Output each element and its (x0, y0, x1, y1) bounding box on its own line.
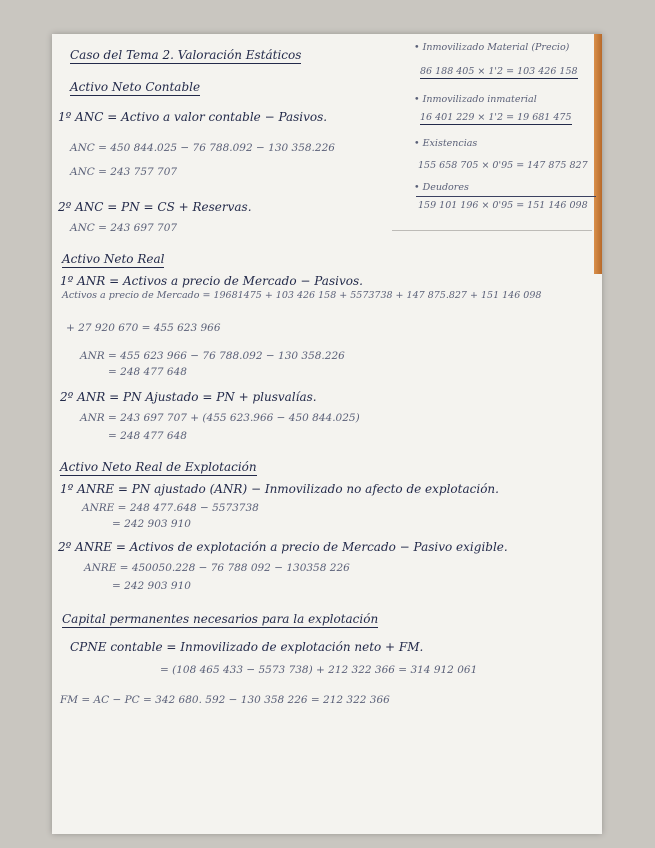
section-heading-anc: Activo Neto Contable (70, 80, 201, 94)
anr-definition-1: 1º ANR = Activos a precio de Mercado − Pasivos. (60, 274, 363, 288)
section-heading-anr: Activo Neto Real (62, 252, 165, 266)
side-note-rule-faint (392, 230, 592, 231)
anre-result-1: = 242 903 910 (112, 518, 191, 530)
side-note-rule (416, 196, 596, 197)
anc-result-2: ANC = 243 697 707 (70, 222, 178, 234)
anc-definition-1: 1º ANC = Activo a valor contable − Pasivos. (58, 110, 328, 124)
side-note-3-calc: 155 658 705 × 0'95 = 147 875 827 (418, 160, 588, 171)
side-note-1-calc: 86 188 405 × 1'2 = 103 426 158 (420, 66, 578, 77)
side-note-4-label: • Deudores (414, 182, 469, 193)
anc-calculation-1: ANC = 450 844.025 − 76 788.092 − 130 358.226 (70, 142, 335, 154)
page-edge (594, 34, 602, 274)
section-heading-anre: Activo Neto Real de Explotación (60, 460, 257, 474)
anr-market-assets-calc: Activos a precio de Mercado = 19681475 + 103 426 158 + 5573738 + 147 875.827 + 151 146 098 (62, 290, 542, 301)
anr-result-1: = 248 477 648 (108, 366, 187, 378)
anc-definition-2: 2º ANC = PN = CS + Reservas. (58, 200, 252, 214)
anr-definition-2: 2º ANR = PN Ajustado = PN + plusvalías. (60, 390, 317, 404)
anre-result-2: = 242 903 910 (112, 580, 191, 592)
side-note-3-label: • Existencias (414, 138, 478, 149)
notebook-page (52, 34, 602, 834)
anre-definition-1: 1º ANRE = PN ajustado (ANR) − Inmovilizado no afecto de explotación. (60, 482, 499, 496)
side-note-2-calc: 16 401 229 × 1'2 = 19 681 475 (420, 112, 572, 123)
anre-definition-2: 2º ANRE = Activos de explotación a precio de Mercado − Pasivo exigible. (58, 540, 508, 554)
anre-calculation-2: ANRE = 450050.228 − 76 788 092 − 130358 226 (84, 562, 350, 574)
anr-calculation-2: ANR = 243 697 707 + (455 623.966 − 450 844.025) (80, 412, 360, 424)
side-note-2-label: • Inmovilizado inmaterial (414, 94, 537, 105)
section-heading-cpne: Capital permanentes necesarios para la explotación (62, 612, 379, 626)
fondo-maniobra-calculation: FM = AC − PC = 342 680. 592 − 130 358 226 = 212 322 366 (60, 694, 390, 706)
anr-market-assets-result: + 27 920 670 = 455 623 966 (66, 322, 221, 334)
cpne-definition: CPNE contable = Inmovilizado de explotación neto + FM. (70, 640, 424, 654)
side-note-1-label: • Inmovilizado Material (Precio) (414, 42, 570, 53)
anre-calculation-1: ANRE = 248 477.648 − 5573738 (82, 502, 259, 514)
side-note-4-calc: 159 101 196 × 0'95 = 151 146 098 (418, 200, 588, 211)
anc-result-1: ANC = 243 757 707 (70, 166, 178, 178)
page-title: Caso del Tema 2. Valoración Estáticos (70, 48, 302, 62)
cpne-calculation: = (108 465 433 − 5573 738) + 212 322 366 = 314 912 061 (160, 664, 478, 676)
anr-calculation-1: ANR = 455 623 966 − 76 788.092 − 130 358.226 (80, 350, 345, 362)
anr-result-2: = 248 477 648 (108, 430, 187, 442)
